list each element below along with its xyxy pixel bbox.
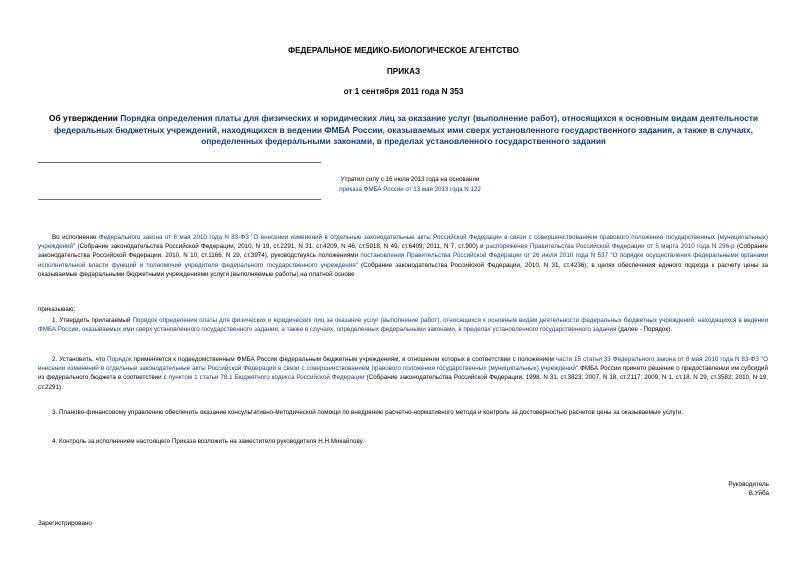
- signature-block: [728, 480, 769, 499]
- federal-law-link[interactable]: Федерального закона от 8 мая 2010 года N 83-ФЗ "О внесении изменений в отдельные законодательные акты Российской Федерации в связи с совершенствованием правового положения государственных (муниципальных) учреждений": [38, 234, 768, 251]
- preamble-text: Во исполнение: [52, 234, 99, 241]
- title-link[interactable]: Порядка определения платы для физических и юридических лиц за оказание услуг (выполнение работ), относящихся к основным видам деятельности федеральных бюджетных учреждений, находящихся в ведении ФМБА России, оказываемых ими сверх установленного государственного задания, а также в случаях, определенных федеральными законами, в пределах установленного государственного задания: [54, 113, 758, 146]
- status-line: Утратил силу с 16 июля 2013 года на основании: [340, 176, 480, 183]
- orders-word: приказываю:: [38, 306, 76, 313]
- document-date: от 1 сентября 2011 года N 353: [343, 87, 464, 96]
- procedure-link[interactable]: Порядок определения платы для физических и юридических лиц за оказание услуг (выполнение работ), относящихся к основным видам деятельности федеральных бюджетных учреждений, находящихся в ведении ФМБА России, оказываемых ими сверх установленного государственного задания, а также в случаях, определенных федеральными законами, в пределах установленного государственного задания: [38, 317, 769, 334]
- item-text: 4. Контроль за исполнением настоящего Приказа возложить на заместителя руководителя Н.Н.Микайлову.: [52, 438, 364, 445]
- item-text: ФМБА России принято решение о предоставлении им субсидий из федерального бюджета в соответствии с: [38, 365, 768, 382]
- registered-note: Зарегистрировано: [38, 520, 92, 527]
- preamble-paragraph: [38, 233, 768, 279]
- item-text: 1. Утвердить прилагаемый: [52, 317, 133, 324]
- item-text: 2. Установить, что: [52, 356, 108, 363]
- divider-bottom: [38, 199, 321, 200]
- status-link[interactable]: приказа ФМБА России от 13 мая 2013 года N 122: [339, 186, 481, 193]
- preamble-text: (Собрание законодательства Российской Федерации, 2010, N 31, ст.4236), в целях обеспечения единого подхода к расчету цены за оказываемые федеральными бюджетными учреждениями услуги (выполняемые работы) на платной основе: [38, 261, 768, 278]
- item-3: [38, 408, 768, 417]
- divider-top: [38, 162, 321, 163]
- item-text: (Собрание законодательства Российской Федерации, 1998, N 31, ст.3823; 2007, N 18, ст.2117; 2009, N 1, ст.18, N 29, ст.3582; 2010, N 19, ст.2291).: [38, 374, 768, 391]
- item-2: [38, 355, 768, 392]
- government-decree-link[interactable]: постановления Правительства Российской Федерации от 26 июля 2010 года N 537 "О порядке осуществления федеральными органами исполнительной власти функций и полномочий учредителя федерального государственного учреждения": [38, 252, 768, 269]
- status-note: [300, 175, 520, 195]
- preamble-text: (Собрание законодательства Российской Федерации, 2010, N 19, ст.2291, N 31, ст.4209, N 46, ст.5918, N 49, ст.6409; 2011, N 7, ст.900) и: [75, 243, 486, 251]
- item-text: 3. Планово-финансовому управлению обеспечить оказание консультативно-методической помощи по внедрению расчетно-нормативного метода и контроль за достоверностью расчетов цены за оказываемые услуги.: [52, 409, 684, 416]
- item-text: (далее - Порядок).: [616, 326, 672, 334]
- government-order-link[interactable]: распоряжения Правительства Российской Федерации от 5 марта 2010 года N 296-р: [485, 243, 735, 251]
- signer-role: Руководитель: [728, 481, 769, 488]
- item-4: [38, 437, 768, 446]
- item-1: [38, 316, 768, 334]
- procedure-short-link[interactable]: Порядок: [107, 356, 132, 363]
- preamble-text: (Собрание законодательства Российской Федерации, 2010, N 10, ст.1166, N 29, ст.3974), руководствуясь положениями: [38, 243, 768, 260]
- agency-name: ФЕДЕРАЛЬНОЕ МЕДИКО-БИОЛОГИЧЕСКОЕ АГЕНТСТВО: [288, 46, 519, 55]
- budget-code-link[interactable]: пунктом 1 статьи 78.1 Бюджетного кодекса Российской Федерации: [168, 374, 365, 382]
- document-type: ПРИКАЗ: [386, 67, 421, 76]
- title-prefix: Об утверждении: [49, 113, 121, 123]
- signer-name: В.Уйба: [748, 490, 769, 498]
- law-article-link[interactable]: части 15 статьи 33 Федерального закона от 8 мая 2010 года N 83-ФЗ "О внесении изменений в отдельные законодательные акты Российской Федерации в связи с совершенствованием правового положения государственных (муниципальных) учреждений": [38, 356, 768, 373]
- item-text: применяется к подведомственным ФМБА России федеральным бюджетным учреждениям, в отношении которых в соответствии с положением: [131, 356, 556, 363]
- document-title: [30, 113, 777, 148]
